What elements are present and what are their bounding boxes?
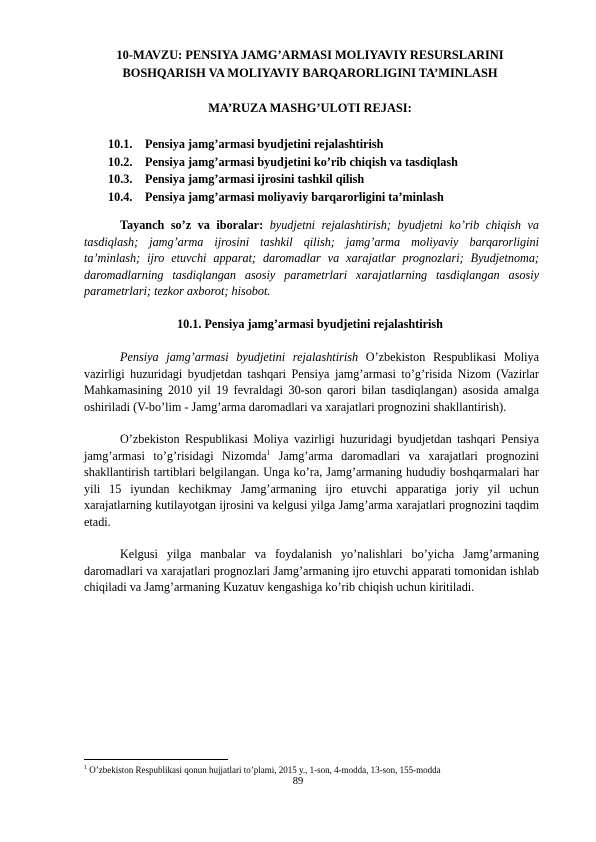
footnote-reference[interactable]: 1 (266, 448, 271, 457)
keywords-paragraph (84, 217, 539, 300)
lecture-plan-list (108, 136, 458, 206)
plan-item (108, 136, 458, 154)
chapter-title: 10-MAVZU: PENSIYA JAMG’ARMASI MOLIYAVIY RESURSLARINI BOSHQARISH VA MOLIYAVIY BARQARORLIGINI TA’MINLASH (116, 48, 504, 80)
page-number: 89 (292, 776, 304, 787)
plan-item-text: Pensiya jamg’armasi moliyaviy barqarorligini ta’minlash (145, 189, 444, 204)
plan-item-text: Pensiya jamg’armasi byudjetini rejalashtirish (145, 137, 384, 151)
p2-text-before: O’zbekiston Respublikasi Moliya vazirligi huzuridagi byudjetdan tashqari Pensiya jamg’armasi to’g’risidagi Nizomda (84, 432, 539, 463)
plan-item-number: 10.2. (108, 154, 133, 169)
plan-item-number: 10.4. (108, 189, 133, 204)
footnote (84, 764, 539, 776)
section-heading: 10.1. Pensiya jamg’armasi byudjetini rejalashtirish (177, 317, 443, 331)
plan-item (108, 171, 458, 189)
plan-item-number: 10.1. (108, 137, 133, 151)
keywords-label: Tayanch so’z va iboralar: (120, 218, 264, 232)
footnote-mark: 1 (84, 765, 87, 771)
body-paragraph-1 (84, 349, 539, 415)
plan-item (108, 189, 458, 207)
keywords-text: byudjetni rejalashtirish; byudjetni ko’rib chiqish va tasdiqlash; jamg’arma ijrosini tashkil qilish; jamg’arma moliyaviy barqarorligini ta’minlash; ijro etuvchi apparat; daromadlar va xarajatlar prognozlari; Byudjetnoma; daromadlarning tasdiqlangan asosiy parametrlari xarajatlarning tasdiqlangan asosiy parametrlari; tezkor axborot; hisobot. (84, 218, 539, 298)
body-paragraph-2 (84, 431, 539, 530)
footnote-divider (84, 759, 228, 760)
plan-item (108, 154, 458, 172)
footnote-text: O’zbekiston Respublikasi qonun hujjatlari to’plami, 2015 y., 1-son, 4-modda, 13-son, 155-modda (87, 765, 441, 775)
plan-title: MA’RUZA MASHG’ULOTI REJASI: (208, 101, 412, 115)
body-paragraph-3: Kelgusi yilga manbalar va foydalanish yo’nalishlari bo’yicha Jamg’armaning daromadlari va xarajatlari prognozlari Jamg’armaning ijro etuvchi apparati tomonidan ishlab chiqiladi va Jamg’armaning Kuzatuv kengashiga ko’rib chiqish uchun kiritiladi. (84, 547, 539, 594)
plan-item-text: Pensiya jamg’armasi ijrosini tashkil qilish (145, 172, 365, 187)
p1-text: O’zbekiston Respublikasi Moliya vazirligi huzuridagi byudjetdan tashqari Pensiya jamg’armasi to’g’risida Nizom (Vazirlar Mahkamasining 2010 yil 19 fevraldagi 30-son qarori bilan tasdiqlangan) asosida amalga oshiriladi (V-bo’lim - Jamg’arma daromadlari va xarajatlari prognozini shakllantirish). (84, 350, 539, 414)
p1-italic-lead: Pensiya jamg’armasi byudjetini rejalashtirish (120, 350, 359, 364)
plan-item-number: 10.3. (108, 172, 133, 187)
plan-item-text: Pensiya jamg’armasi byudjetini ko’rib chiqish va tasdiqlash (145, 154, 458, 169)
p2-text-after: Jamg’arma daromadlari va xarajatlari prognozini shakllantirish tartiblari belgilangan. Unga ko’ra, Jamg’armaning hududiy boshqarmalari har yili 15 iyundan kechikmay Jamg’armaning ijro etuvchi apparatiga joriy yil uchun xarajatlarning kutilayotgan ijrosini va kelgusi yilga Jamg’arma xarajatlari prognozini taqdim etadi. (84, 448, 540, 529)
